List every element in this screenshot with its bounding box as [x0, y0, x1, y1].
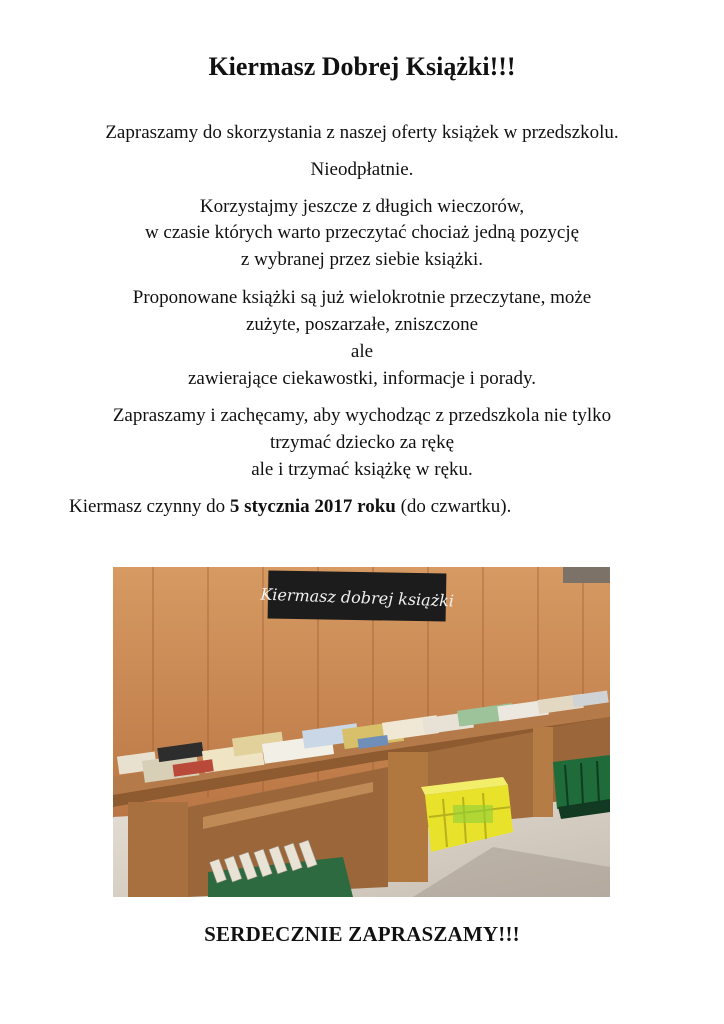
- closing-date: 5 stycznia 2017 roku: [229, 496, 396, 517]
- paragraph-hand-line-1: Zapraszamy i zachęcamy, aby wychodząc z przedszkola nie tylko: [112, 405, 612, 426]
- paragraph-hand-line-2: trzymać dziecko za rękę: [269, 432, 455, 453]
- paragraph-books-line-1: Proponowane książki są już wielokrotnie przeczytane, może: [132, 287, 592, 308]
- closing-line: [69, 496, 709, 518]
- book-fair-photo: [113, 567, 610, 897]
- table-leg-middle: [388, 752, 428, 882]
- paragraph-evenings-line-1: Korzystajmy jeszcze z długich wieczorów,: [199, 196, 525, 217]
- paragraph-invitation: Zapraszamy do skorzystania z naszej oferty książek w przedszkolu.: [105, 122, 619, 143]
- footer-invitation: SERDECZNIE ZAPRASZAMY!!!: [204, 922, 520, 946]
- closing-suffix: (do czwartku).: [395, 496, 512, 517]
- paragraph-hand-line-3: ale i trzymać książkę w ręku.: [251, 459, 473, 480]
- page-title: Kiermasz Dobrej Książki!!!: [208, 52, 516, 81]
- closing-prefix: Kiermasz czynny do: [69, 496, 230, 517]
- paragraph-evenings-line-2: w czasie których warto przeczytać chociaż jedną pozycję: [144, 222, 580, 243]
- paragraph-books-line-4: zawierające ciekawostki, informacje i porady.: [188, 368, 536, 389]
- sign-text: Kiermasz dobrej książki: [260, 584, 455, 611]
- table-leg-left: [128, 802, 188, 897]
- book-fair-illustration: [113, 567, 610, 897]
- green-crate: [553, 755, 610, 819]
- paragraph-evenings-line-3: z wybranej przez siebie książki.: [240, 249, 484, 270]
- paragraph-books-line-2: zużyte, poszarzałe, zniszczone: [245, 314, 479, 335]
- paragraph-free: Nieodpłatnie.: [310, 159, 414, 180]
- paragraph-books-line-3: ale: [350, 341, 374, 362]
